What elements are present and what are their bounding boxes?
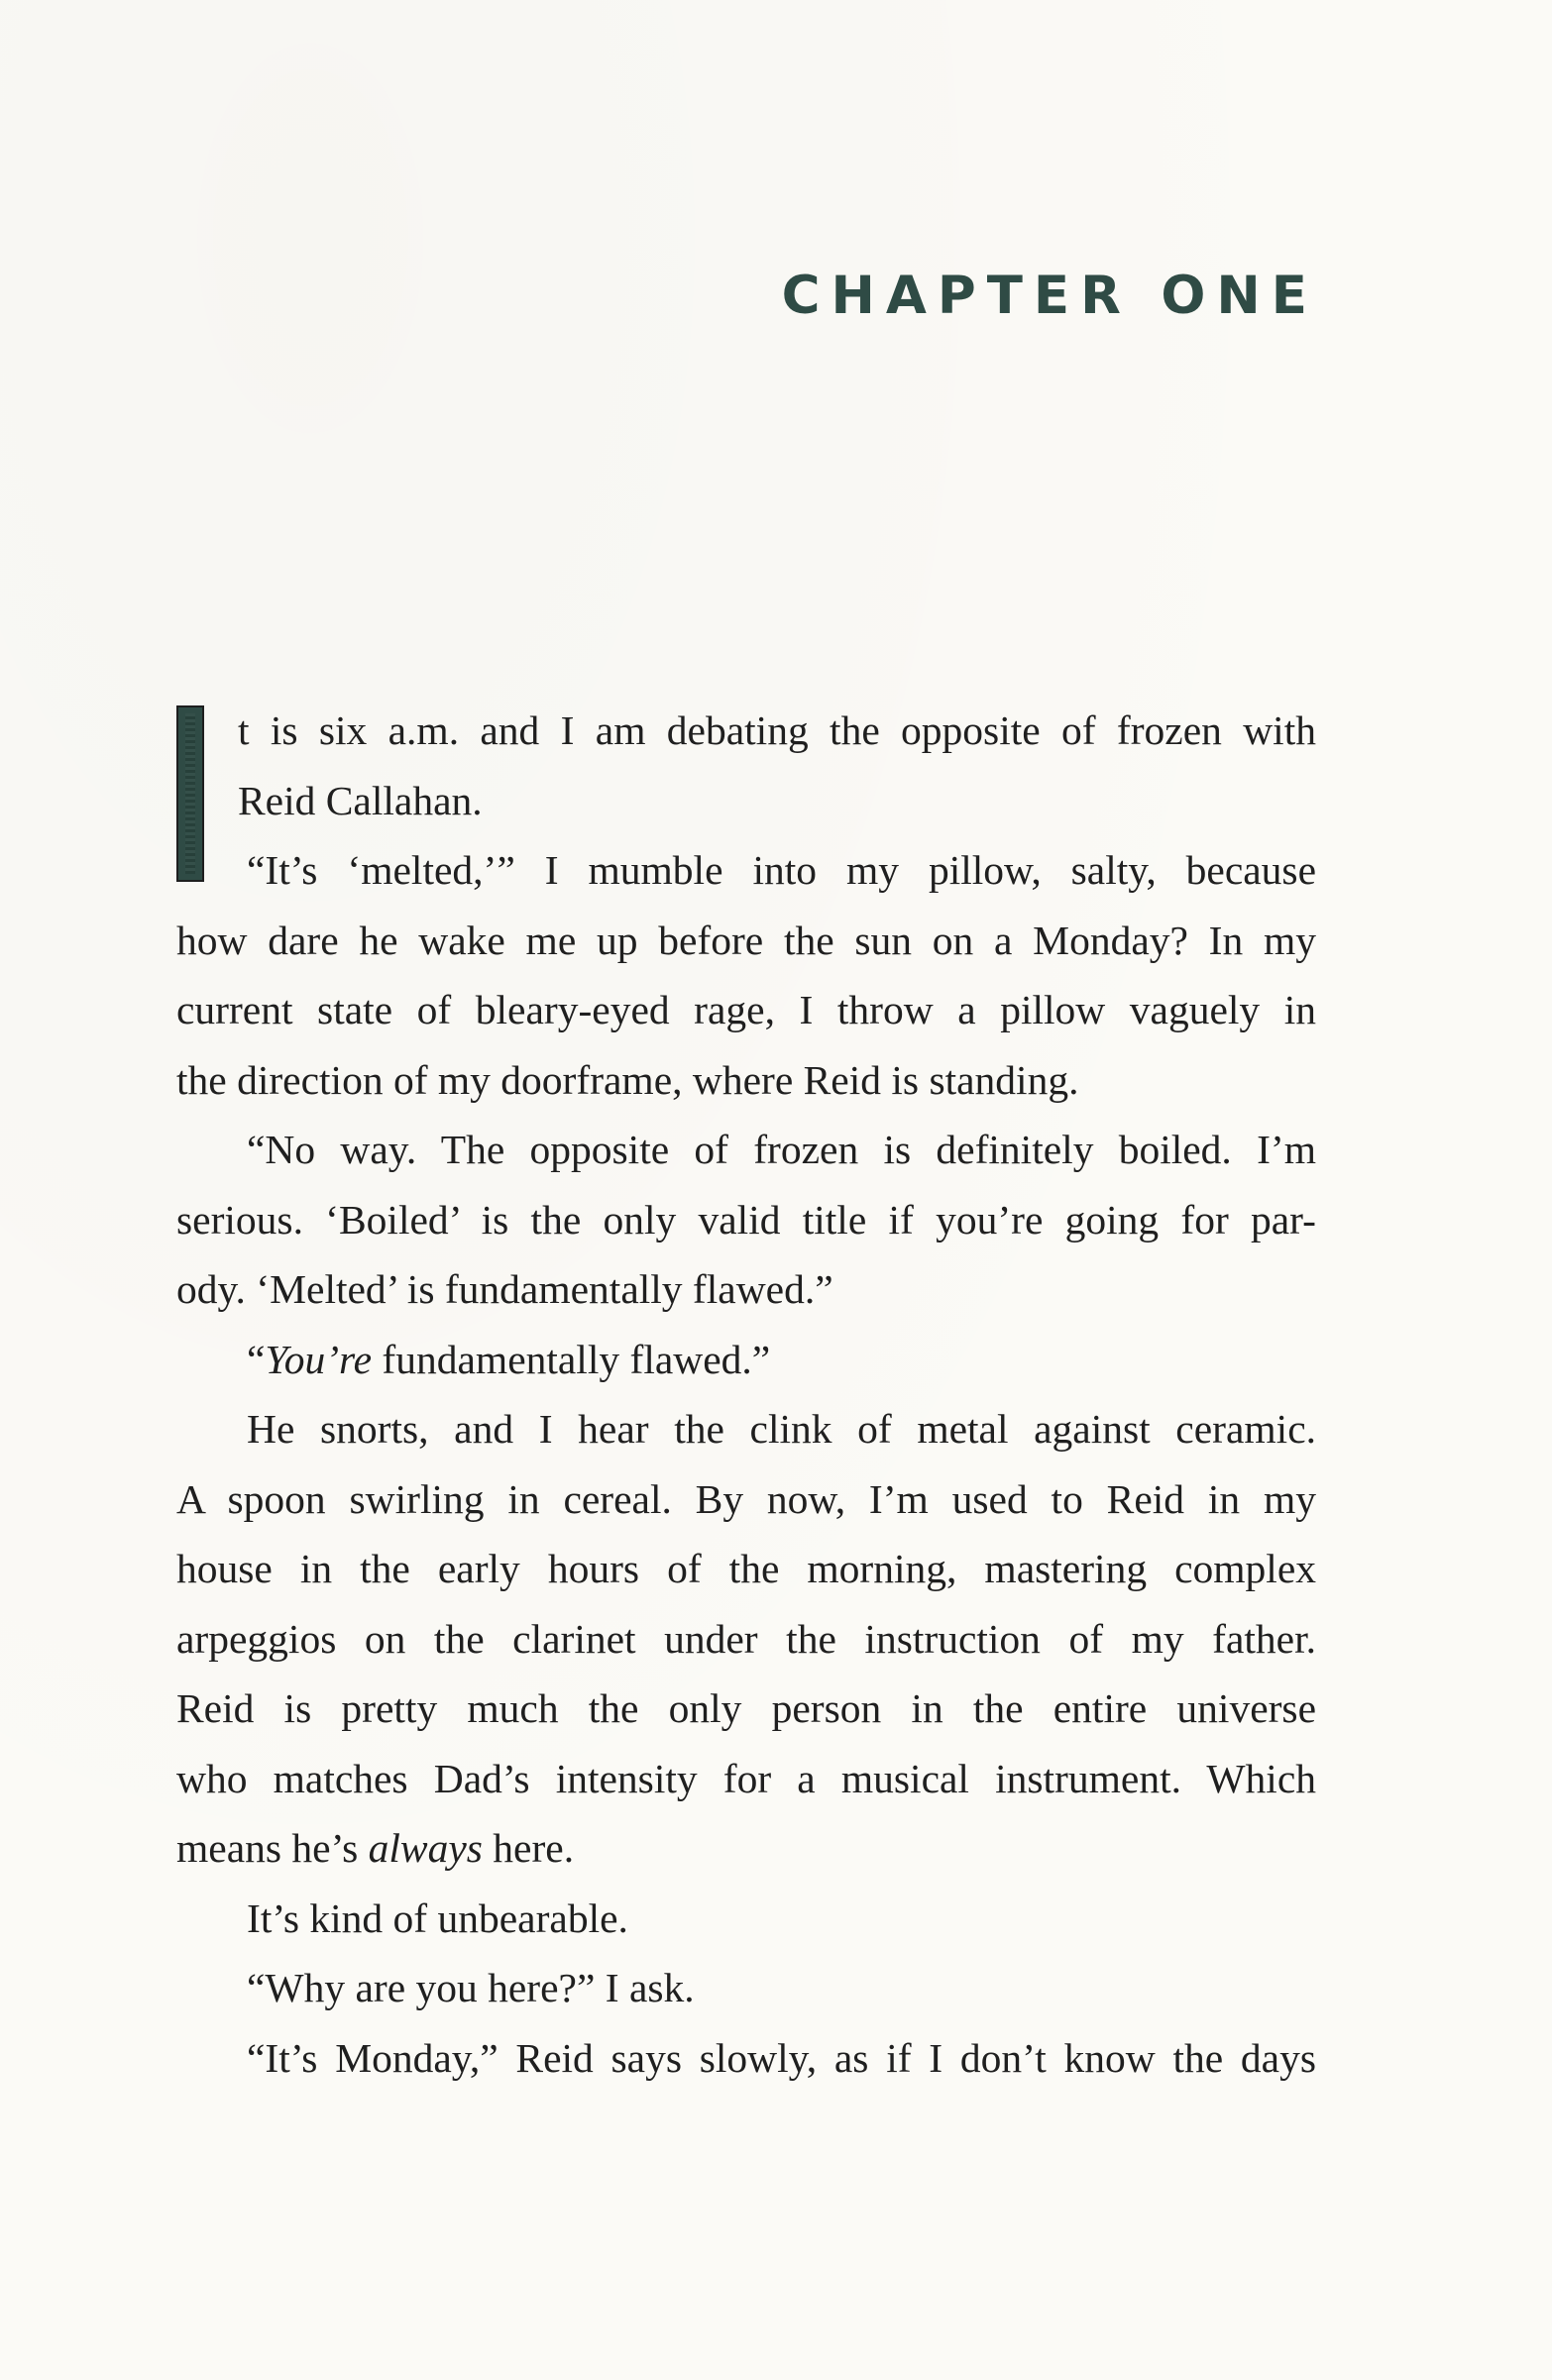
body-text: [176, 696, 1316, 2093]
text-line: ody. ‘Melted’ is fundamentally flawed.”: [176, 1266, 833, 1312]
text-line: the direction of my doorframe, where Reid is standing.: [176, 1056, 1079, 1103]
text-line: It’s kind of unbearable.: [247, 1894, 628, 1941]
text-line: current state of bleary-eyed rage, I throw a pillow vaguely in: [176, 987, 1316, 1032]
text-line: t is six a.m. and I am debating the opposite of frozen with: [238, 707, 1316, 753]
text-line: “No way. The opposite of frozen is definitely boiled. I’m: [247, 1127, 1316, 1172]
text-line: who matches Dad’s intensity for a musical instrument. Which: [176, 1755, 1316, 1801]
text-line: “Why are you here?” I ask.: [247, 1965, 695, 2010]
emphasis: always: [368, 1825, 483, 1871]
text-line: how dare he wake me up before the sun on a Monday? In my: [176, 917, 1316, 963]
text-line: “You’re fundamentally flawed.”: [247, 1336, 771, 1382]
text-line: Reid Callahan.: [238, 777, 483, 823]
text-line: Reid is pretty much the only person in the entire universe: [176, 1685, 1316, 1731]
text-line: arpeggios on the clarinet under the instruction of my father.: [176, 1615, 1316, 1662]
text-line: “It’s Monday,” Reid says slowly, as if I don’t know the days: [247, 2034, 1316, 2081]
text-line: serious. ‘Boiled’ is the only valid title if you’re going for par-: [176, 1196, 1316, 1243]
text-line: “It’s ‘melted,’” I mumble into my pillow, salty, because: [247, 847, 1316, 893]
text-line: house in the early hours of the morning, mastering complex: [176, 1546, 1316, 1591]
chapter-title: CHAPTER ONE: [781, 266, 1318, 326]
text-line: means he’s always here.: [176, 1825, 575, 1871]
emphasis: You’re: [265, 1336, 373, 1382]
text-line: He snorts, and I hear the clink of metal against ceramic.: [247, 1406, 1316, 1452]
text-line: A spoon swirling in cereal. By now, I’m used to Reid in my: [176, 1475, 1316, 1522]
